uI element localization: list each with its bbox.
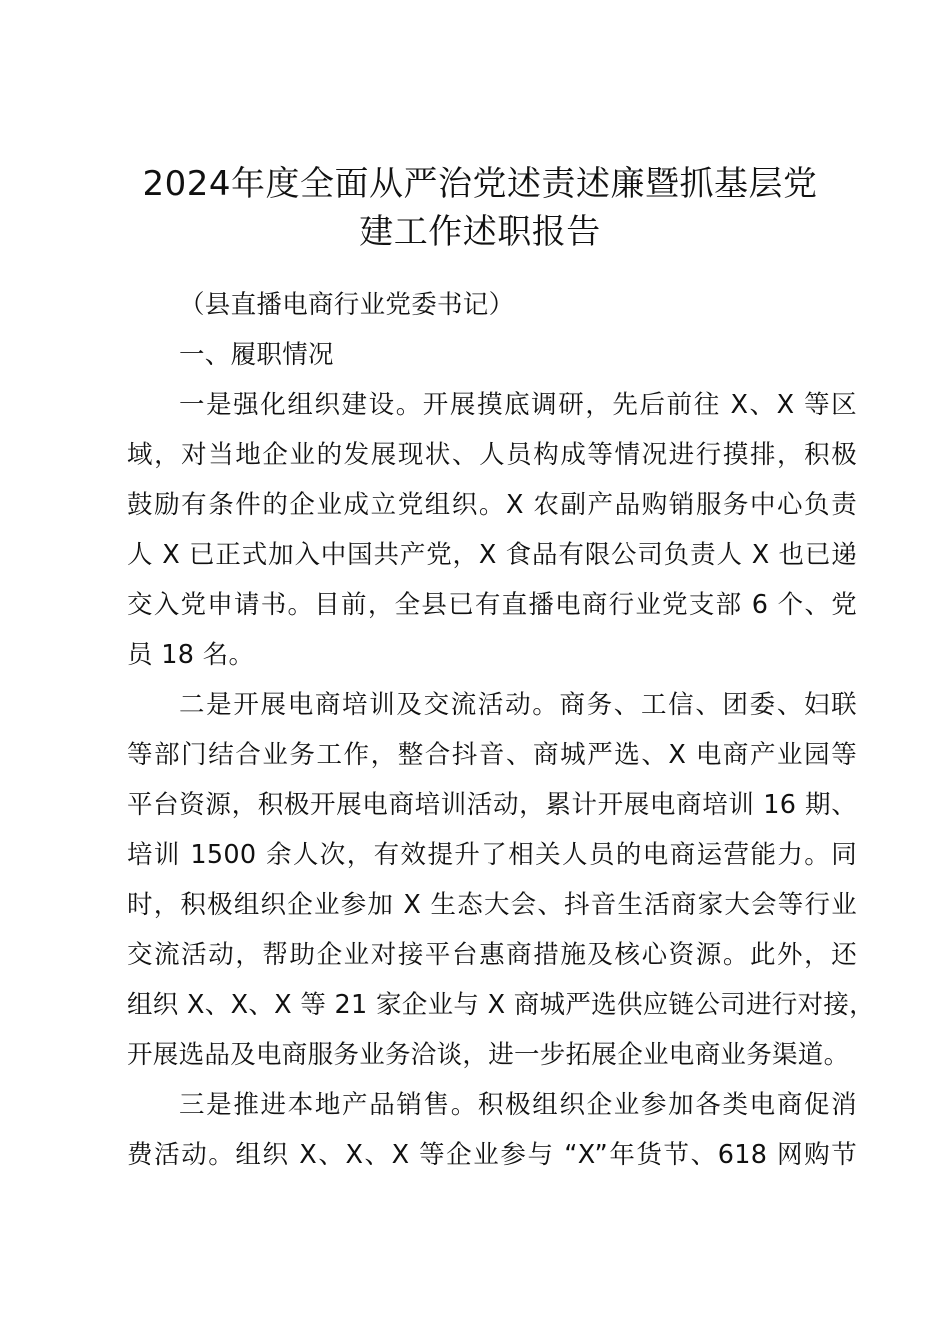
paragraph-2-line: 交流活动，帮助企业对接平台惠商措施及核心资源。此外，还 <box>127 940 857 970</box>
paragraph-1-line: 鼓励有条件的企业成立党组织。X 农副产品购销服务中心负责 <box>127 490 857 520</box>
author-subtitle: （县直播电商行业党委书记） <box>179 290 515 320</box>
paragraph-3-line: 三是推进本地产品销售。积极组织企业参加各类电商促消 <box>179 1090 857 1120</box>
paragraph-2-line: 等部门结合业务工作，整合抖音、商城严选、X 电商产业园等 <box>127 740 857 770</box>
section-heading: 一、履职情况 <box>179 340 334 370</box>
title-line-2: 建工作述职报告 <box>359 212 601 252</box>
paragraph-1-line: 域，对当地企业的发展现状、人员构成等情况进行摸排，积极 <box>127 440 857 470</box>
paragraph-2-line: 二是开展电商培训及交流活动。商务、工信、团委、妇联 <box>179 690 857 720</box>
paragraph-1-line: 一是强化组织建设。开展摸底调研，先后前往 X、X 等区 <box>179 390 857 420</box>
paragraph-2-line: 组织 X、X、X 等 21 家企业与 X 商城严选供应链公司进行对接， <box>127 990 875 1020</box>
paragraph-2-line: 培训 1500 余人次，有效提升了相关人员的电商运营能力。同 <box>127 840 857 870</box>
paragraph-1-line: 人 X 已正式加入中国共产党，X 食品有限公司负责人 X 也已递 <box>127 540 857 570</box>
paragraph-1-line: 交入党申请书。目前，全县已有直播电商行业党支部 6 个、党 <box>127 590 857 620</box>
document-body <box>127 280 875 1180</box>
title-line-1: 2024年度全面从严治党述责述廉暨抓基层党 <box>142 164 818 204</box>
paragraph-2-line: 平台资源，积极开展电商培训活动，累计开展电商培训 16 期、 <box>127 790 857 820</box>
paragraph-2-line: 时，积极组织企业参加 X 生态大会、抖音生活商家大会等行业 <box>127 890 857 920</box>
paragraph-3-line: 费活动。组织 X、X、X 等企业参与 “X”年货节、618 网购节 <box>127 1140 857 1170</box>
paragraph-1-line: 员 18 名。 <box>127 640 255 670</box>
paragraph-2-line: 开展选品及电商服务业务洽谈，进一步拓展企业电商业务渠道。 <box>127 1040 850 1070</box>
document-title <box>100 160 860 256</box>
